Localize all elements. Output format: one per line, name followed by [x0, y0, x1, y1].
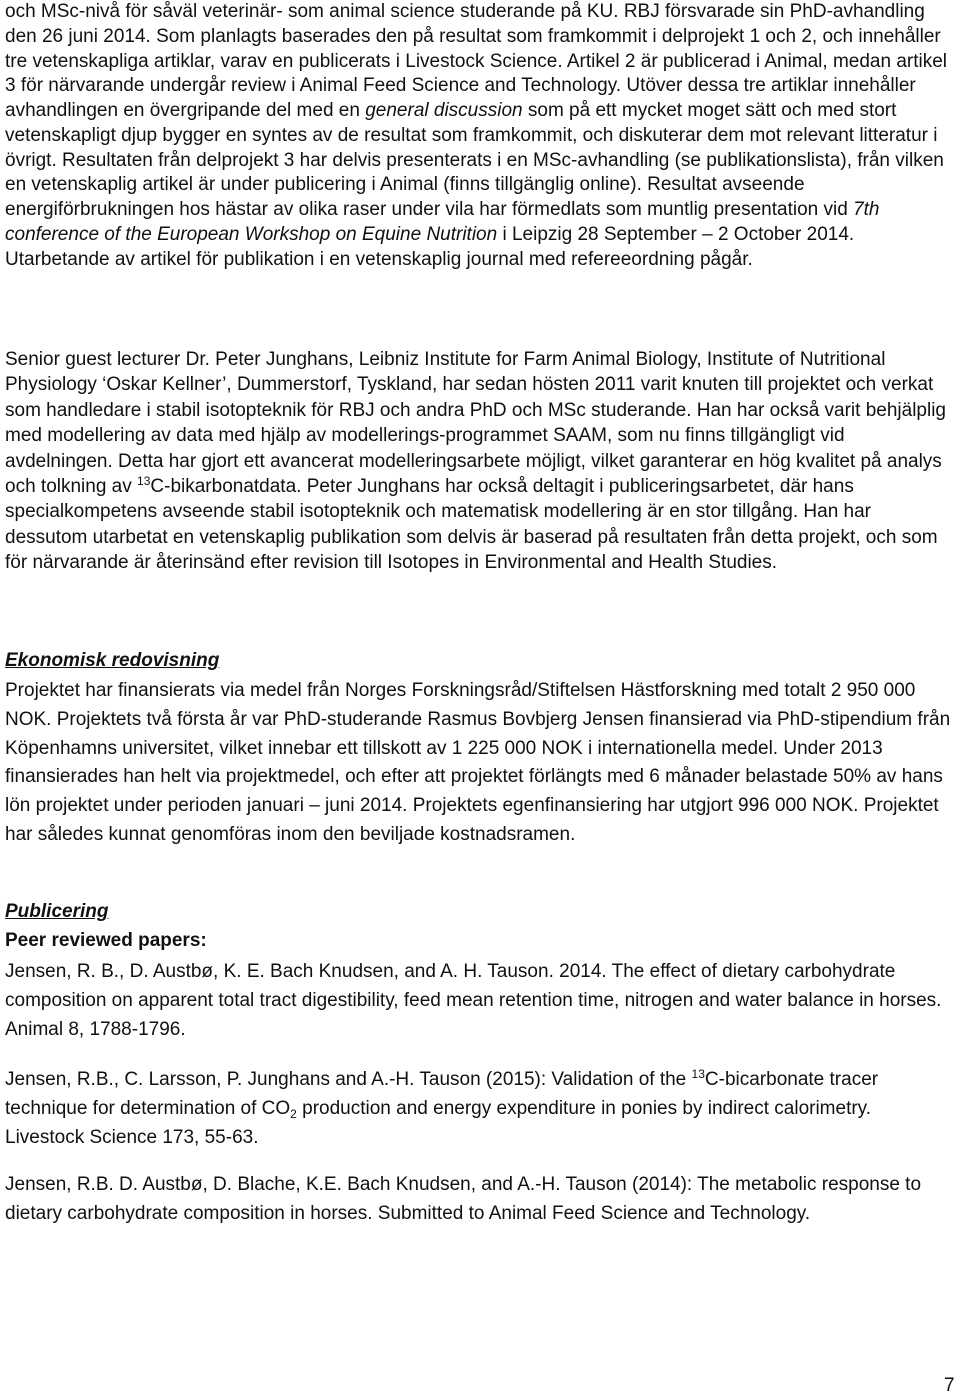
subscript: 2	[290, 1106, 297, 1121]
paragraph-text: Senior guest lecturer Dr. Peter Junghans, Leibniz Institute for Farm Animal Biology, Institute of Nutritional Physiology ‘Oskar Kellner’, Dummerstorf, Tyskland, har sedan hösten 2011 varit knuten till projektet och verkat som handledare i stabil isotopteknik för RBJ och andra PhD och MSc studerande. Han har också varit behjälplig med modellering av data med hjälp av modellerings-programmet SAAM, som nu finns tillgängligt vid avdelningen. Detta har gjort ett avancerat modelleringsarbete möjligt, vilket garanterar en hög kvalitet på analys och tolkning av	[5, 349, 947, 498]
paragraph-finance: Projektet har finansierats via medel från Norges Forskningsråd/Stiftelsen Hästforskning med totalt 2 950 000 NOK. Projektets två första år var PhD-studerande Rasmus Bovbjerg Jensen finansierad via PhD-stipendium från Köpenhamns universitet, vilket innebar ett tillskott av 1 225 000 NOK i internationella medel. Under 2013 finansierades han helt via projektmedel, och efter att projektet förlängts med 6 månader belastade 50% av hans lön projektet under perioden januari – juni 2014. Projektets egenfinansiering har utgjort 996 000 NOK. Projektet har således kunnat genomföras inom den beviljade kostnadsramen.	[5, 680, 951, 845]
reference-text: Jensen, R.B., C. Larsson, P. Junghans and A.-H. Tauson (2015): Validation of the	[5, 1069, 692, 1090]
superscript: 13	[691, 1067, 705, 1081]
paragraph-text: i Leipzig 28 September – 2 October 2014. Utarbetande av artikel för publikation i en vetenskaplig journal med refereeordning pågår.	[5, 223, 855, 270]
paragraph-text: som på ett mycket moget sätt och med stort vetenskapligt djup bygger en syntes av de resultat som framkommit, och diskuterar dem mot relevant litteratur i övrigt. Resultaten från delprojekt 3 har delvis presenterats i en MSc-avhandling (se publikationslista), från vilken en vetenskaplig artikel är under publicering i Animal (finns tillgänglig online). Resultat avseende energiförbrukningen hos hästar av olika raser under vila har förmedlats som muntlig presentation vid	[5, 100, 944, 220]
italic-term: general discussion	[365, 100, 523, 121]
reference-text: production and energy expenditure in ponies by indirect calorimetry. Livestock Science 173, 55-63.	[5, 1097, 872, 1148]
page-number: 7	[944, 1375, 955, 1396]
reference-2	[5, 1066, 953, 1152]
heading-peer-reviewed: Peer reviewed papers:	[5, 930, 207, 951]
reference-1: Jensen, R. B., D. Austbø, K. E. Bach Knudsen, and A. H. Tauson. 2014. The effect of dietary carbohydrate composition on apparent total tract digestibility, feed mean retention time, nitrogen and water balance in horses. Animal 8, 1788-1796.	[5, 961, 942, 1040]
reference-text: C-bicarbonate tracer technique for determination of CO	[5, 1069, 879, 1119]
italic-conference: 7th conference of the European Workshop on Equine Nutrition	[5, 199, 880, 245]
paragraph-guest-lecturer	[5, 347, 953, 576]
heading-finance: Ekonomisk redovisning	[5, 650, 220, 671]
superscript: 13	[137, 474, 151, 489]
reference-3: Jensen, R.B. D. Austbø, D. Blache, K.E. Bach Knudsen, and A.-H. Tauson (2014): The metabolic response to dietary carbohydrate composition in horses. Submitted to Animal Feed Science and Technology.	[5, 1174, 922, 1224]
heading-publication: Publicering	[5, 901, 109, 922]
paragraph-text: C-bikarbonatdata. Peter Junghans har också deltagit i publiceringsarbetet, där hans specialkompetens avseende stabil isotopteknik och matematisk modellering är en stor tillgång. Han har dessutom utarbetat en vetenskaplig publikation som delvis är baserad på resultaten från detta projekt, och som för närvarande är återinsänd efter revision till Isotopes in Environmental and Health Studies.	[5, 476, 938, 574]
paragraph-thesis	[5, 0, 953, 272]
paragraph-text: och MSc-nivå för såväl veterinär- som animal science studerande på KU. RBJ försvarade sin PhD-avhandling den 26 juni 2014. Som planlagts baserades den på resultat som framkommit i delprojekt 1 och 2, och innehåller tre vetenskapliga artiklar, varav en publicerats i Livestock Science. Artikel 2 är publicerad i Animal, medan artikel 3 för närvarande undergår review i Animal Feed Science and Technology. Utöver dessa tre artiklar innehåller avhandlingen en övergripande del med en	[5, 1, 948, 121]
